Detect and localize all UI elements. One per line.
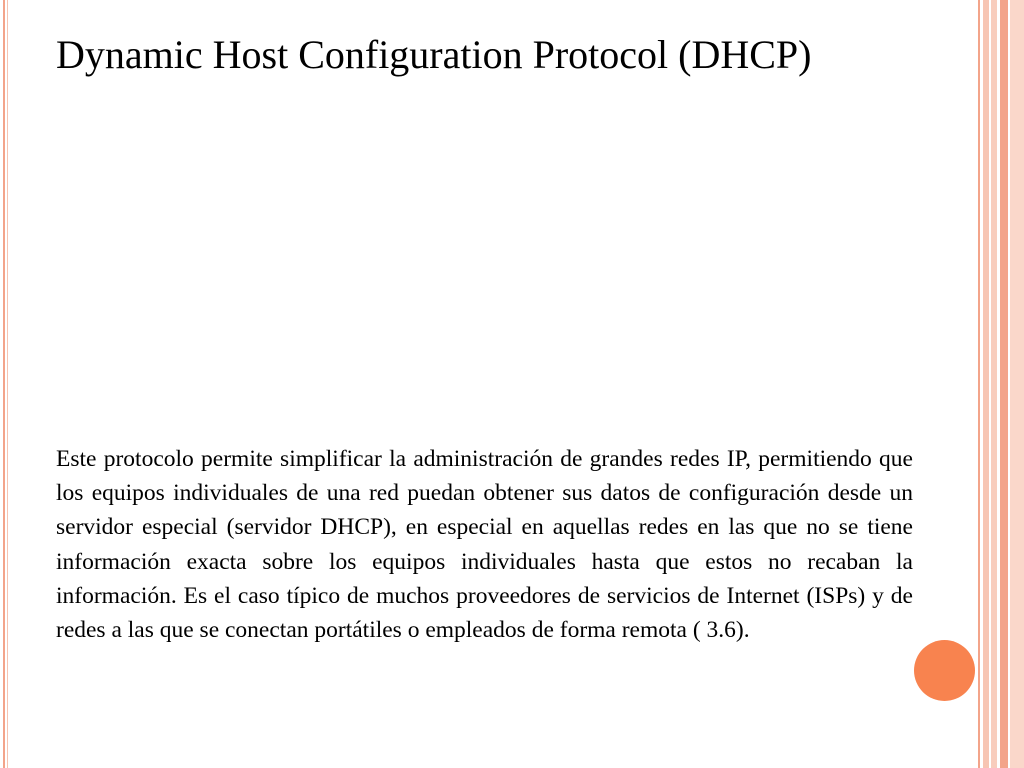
right-stripe-4 [1000,0,1008,768]
slide-body-text: Este protocolo permite simplificar la administración de grandes redes IP, permitiendo que los equipos individuales de una red puedan obtener sus datos de configuración desde un servidor especial (servidor DHCP), en especial en aquellas redes en las que no se tiene información exacta sobre los equipos individuales hasta que estos no recaban la información. Es el caso típico de muchos proveedores de servicios de Internet (ISPs) y de redes a las que se conectan portátiles o empleados de forma remota ( 3.6). [56,446,913,644]
left-border-rule [3,0,5,768]
right-stripe-2 [983,0,989,768]
left-border-rule-inner [7,0,8,768]
slide-title: Dynamic Host Configuration Protocol (DHCP) [56,32,812,77]
decorative-circle [914,640,975,701]
right-stripe-3 [991,0,997,768]
right-stripe-1 [978,0,980,768]
right-stripe-5 [1010,0,1024,768]
